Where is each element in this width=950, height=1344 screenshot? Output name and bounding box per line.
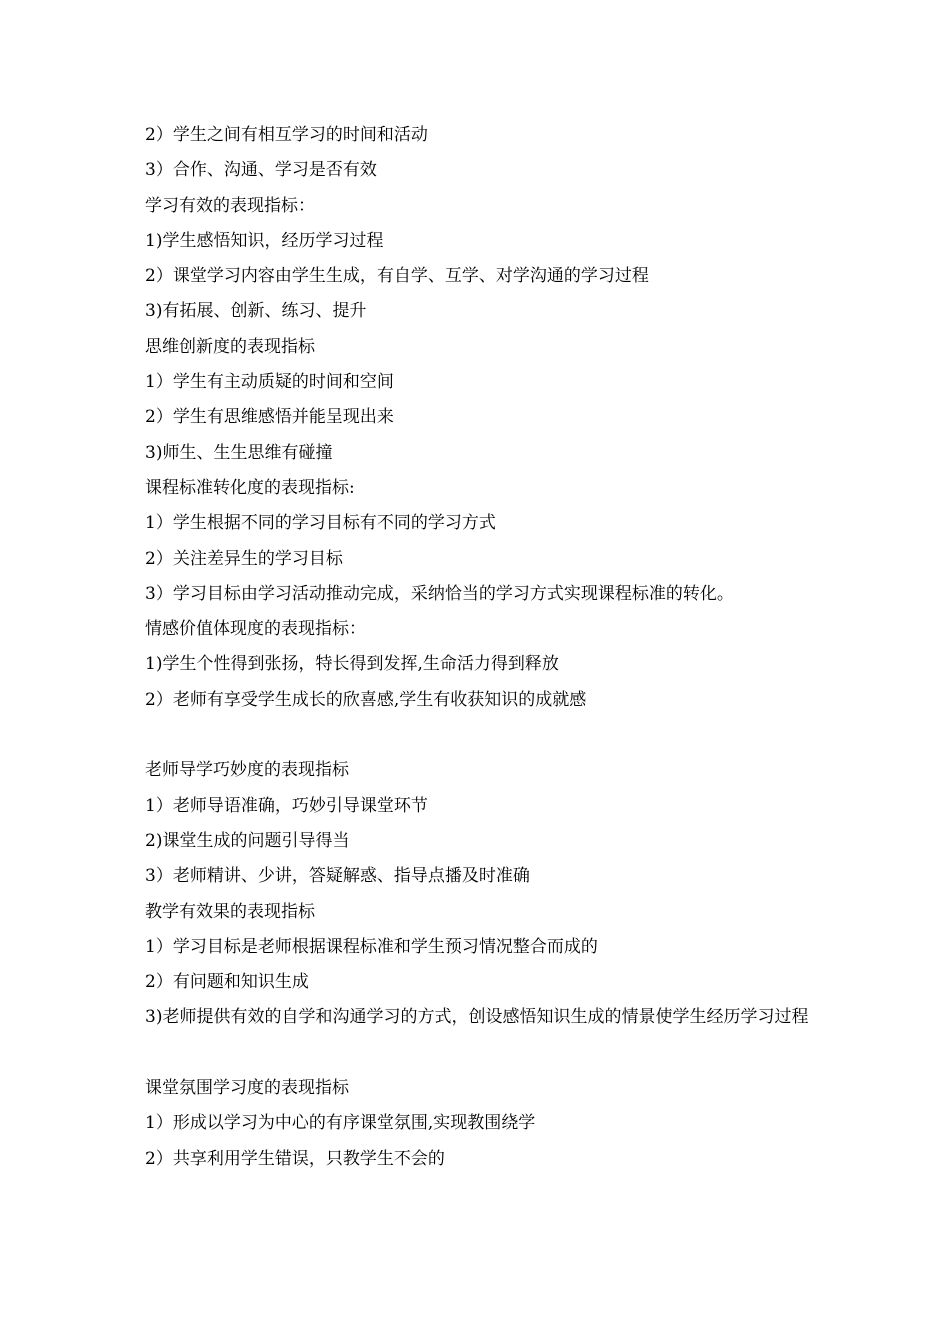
text-line: 1）老师导语准确，巧妙引导课堂环节 xyxy=(145,795,428,816)
text-line: 2）共享利用学生错误，只教学生不会的 xyxy=(145,1148,445,1169)
section-heading: 老师导学巧妙度的表现指标 xyxy=(145,760,349,781)
text-line: 2）关注差异生的学习目标 xyxy=(145,548,343,569)
text-line: 2）老师有享受学生成长的欣喜感,学生有收获知识的成就感 xyxy=(145,689,587,710)
text-line: 2）学生有思维感悟并能呈现出来 xyxy=(145,407,394,428)
text-line: 2）课堂学习内容由学生生成，有自学、互学、对学沟通的学习过程 xyxy=(145,266,649,287)
text-line: 1）学习目标是老师根据课程标准和学生预习情况整合而成的 xyxy=(145,936,598,957)
text-line: 3)有拓展、创新、练习、提升 xyxy=(145,301,367,322)
blank-line xyxy=(145,718,825,753)
text-line: 1）学生根据不同的学习目标有不同的学习方式 xyxy=(145,513,496,534)
text-line: 3）学习目标由学习活动推动完成，采纳恰当的学习方式实现课程标准的转化。 xyxy=(145,583,734,604)
text-line: 3)老师提供有效的自学和沟通学习的方式，创设感悟知识生成的情景使学生经历学习过程 xyxy=(145,1007,809,1028)
text-line: 2）有问题和知识生成 xyxy=(145,972,309,993)
document-page xyxy=(145,118,825,1177)
text-line: 1）学生有主动质疑的时间和空间 xyxy=(145,372,394,393)
text-line: 1)学生个性得到张扬，特长得到发挥,生命活力得到释放 xyxy=(145,654,559,675)
text-line: 1）形成以学习为中心的有序课堂氛围,实现教围绕学 xyxy=(145,1113,536,1134)
text-line: 3)师生、生生思维有碰撞 xyxy=(145,442,333,463)
text-line: 1)学生感悟知识，经历学习过程 xyxy=(145,230,384,251)
text-line: 2)课堂生成的问题引导得当 xyxy=(145,830,350,851)
section-heading: 思维创新度的表现指标 xyxy=(145,336,315,357)
blank-line xyxy=(145,1036,825,1071)
section-heading: 课程标准转化度的表现指标: xyxy=(145,477,355,498)
section-heading: 课堂氛围学习度的表现指标 xyxy=(145,1078,349,1099)
text-line: 2）学生之间有相互学习的时间和活动 xyxy=(145,125,428,145)
text-line: 3）老师精讲、少讲，答疑解惑、指导点播及时准确 xyxy=(145,866,530,887)
section-heading: 情感价值体现度的表现指标： xyxy=(145,619,366,640)
section-heading: 教学有效果的表现指标 xyxy=(145,901,315,922)
section-heading: 学习有效的表现指标： xyxy=(145,195,315,216)
text-line: 3）合作、沟通、学习是否有效 xyxy=(145,160,377,181)
